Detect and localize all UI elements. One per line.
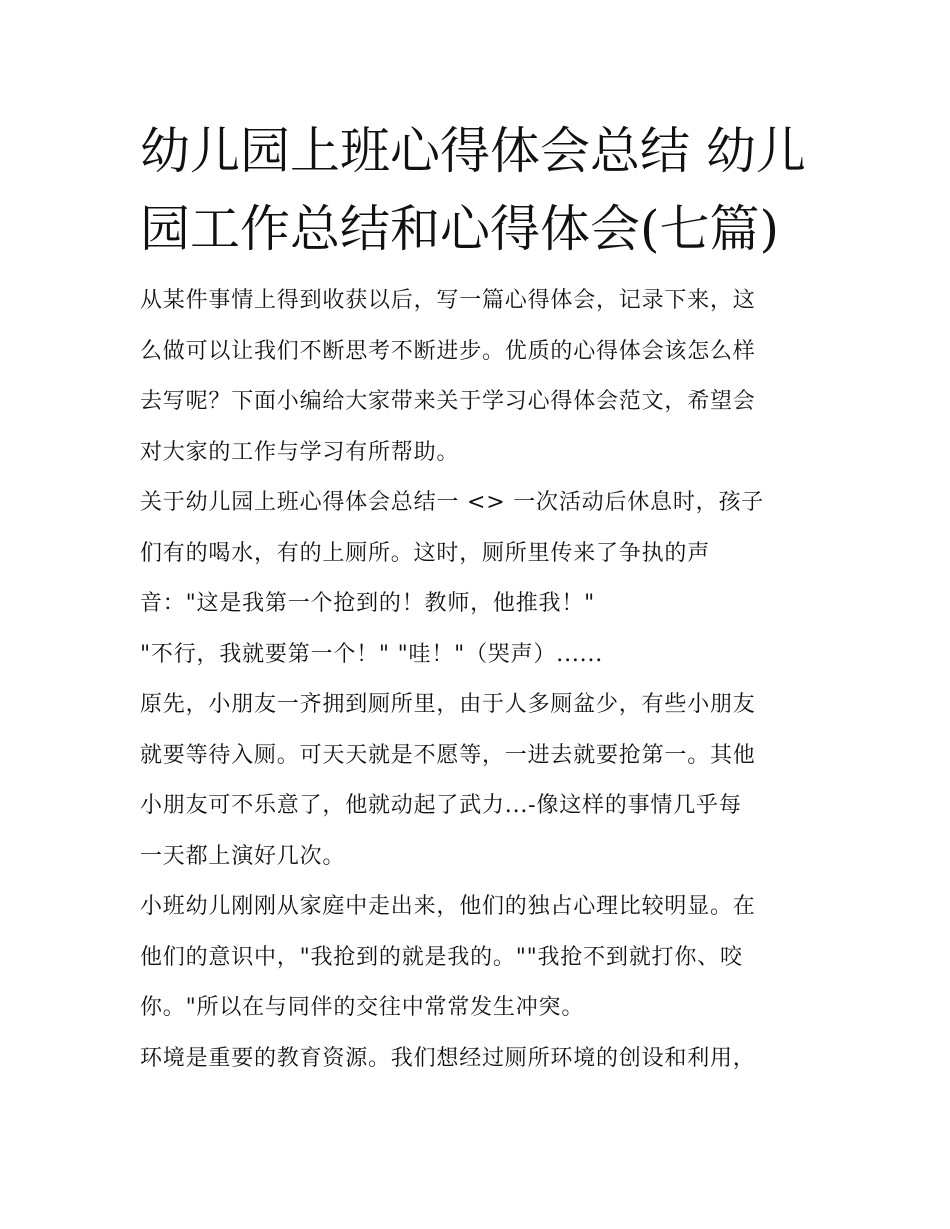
title-line: 幼儿园上班心得体会总结 幼儿	[140, 122, 806, 180]
body-line: 原先，小朋友一齐拥到厕所里，由于人多厕盆少，有些小朋友	[140, 692, 756, 717]
body-line: 你。"所以在与同伴的交往中常常发生冲突。	[140, 995, 585, 1020]
document-title	[140, 112, 820, 268]
title-line: 园工作总结和心得体会(七篇)	[140, 200, 780, 258]
body-line: 关于幼儿园上班心得体会总结一 <> 一次活动后休息时，孩子	[140, 490, 765, 515]
body-line: 小朋友可不乐意了，他就动起了武力...-像这样的事情几乎每	[140, 793, 742, 818]
document-body	[140, 283, 830, 1091]
body-line: 就要等待入厕。可天天就是不愿等，一进去就要抢第一。其他	[140, 742, 756, 768]
body-line: 一天都上演好几次。	[140, 843, 346, 869]
body-line: 小班幼儿刚刚从家庭中走出来，他们的独占心理比较明显。在	[140, 894, 756, 919]
body-line: 么做可以让我们不断思考不断进步。优质的心得体会该怎么样	[140, 338, 756, 364]
body-line: 他们的意识中，"我抢到的就是我的。""我抢不到就打你、咬	[140, 944, 743, 970]
body-line: 环境是重要的教育资源。我们想经过厕所环境的创设和利用，	[140, 1045, 756, 1071]
body-line: 音："这是我第一个抢到的！教师，他推我！"	[140, 591, 596, 616]
body-line: 们有的喝水，有的上厕所。这时，厕所里传来了争执的声	[140, 540, 711, 566]
body-line: 去写呢？下面小编给大家带来关于学习心得体会范文，希望会	[140, 389, 756, 414]
body-line: "不行，我就要第一个！" "哇！"（哭声）......	[140, 641, 604, 667]
body-line: 从某件事情上得到收获以后，写一篇心得体会，记录下来，这	[140, 288, 756, 313]
body-line: 对大家的工作与学习有所帮助。	[140, 439, 460, 465]
